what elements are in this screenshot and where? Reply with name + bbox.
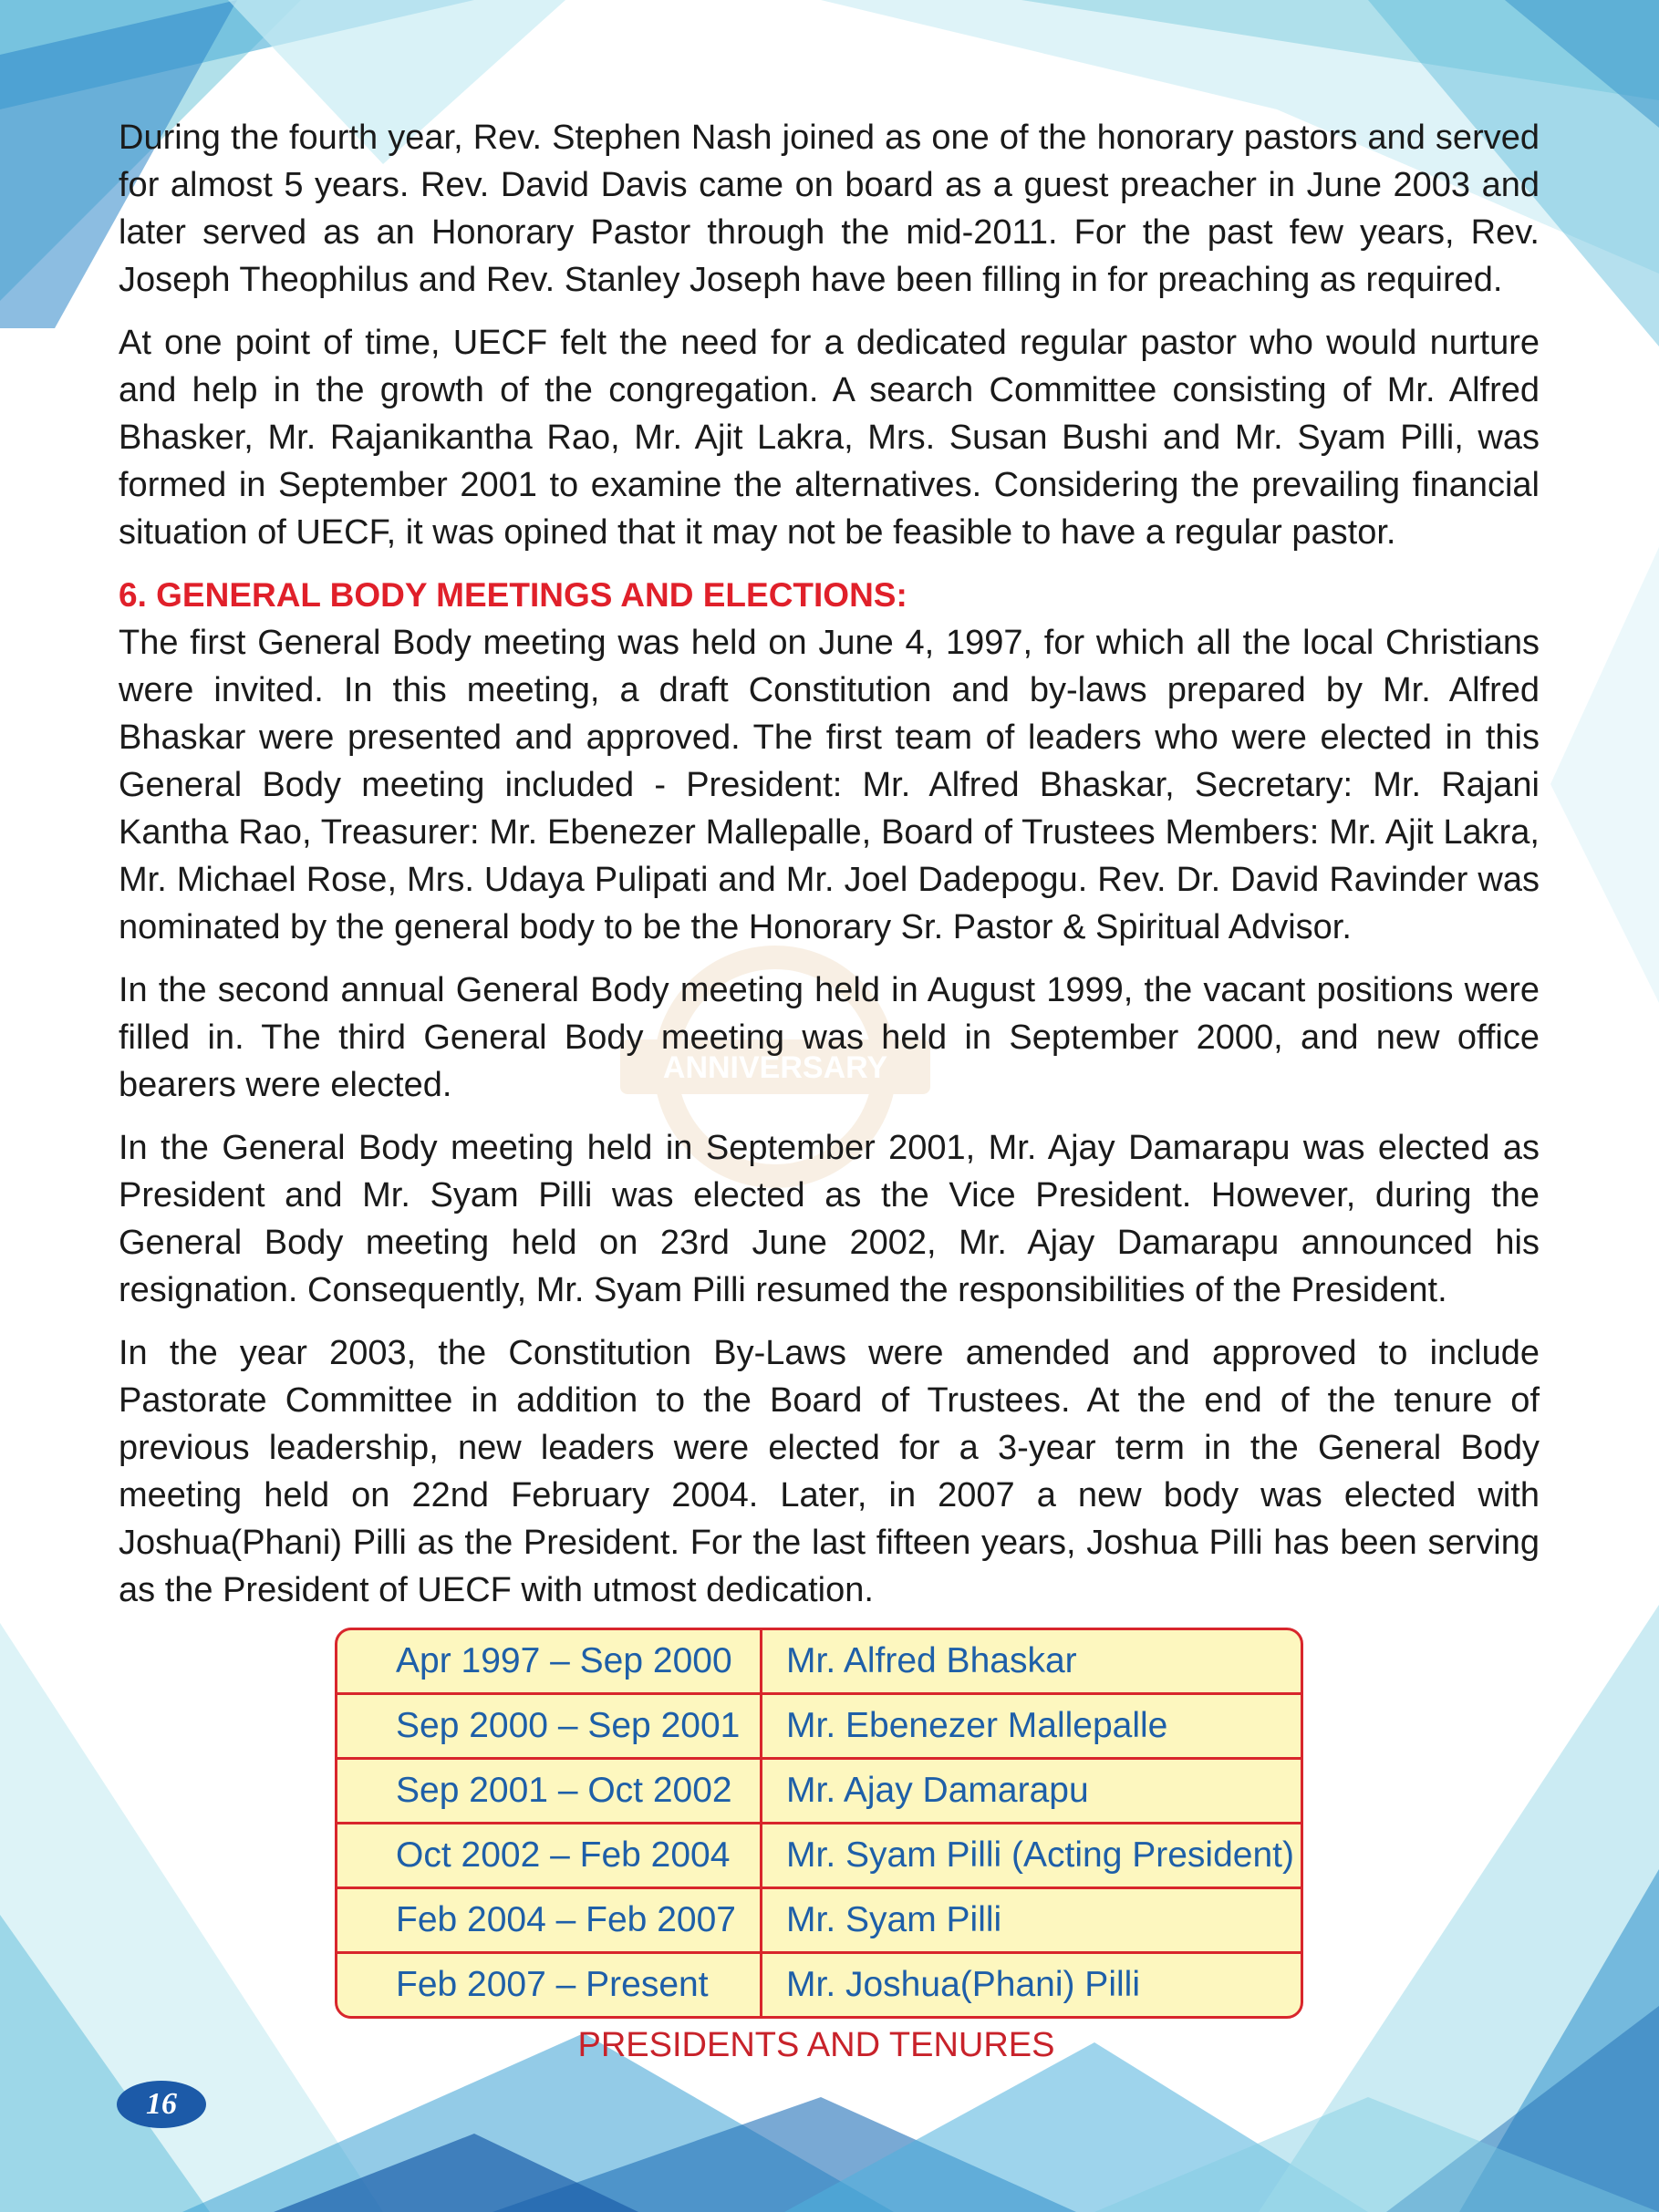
section-heading: 6. GENERAL BODY MEETINGS AND ELECTIONS: <box>119 576 907 614</box>
tenure-period: Feb 2004 – Feb 2007 <box>337 1889 762 1951</box>
table-caption: PRESIDENTS AND TENURES <box>577 2026 1055 2064</box>
table-row <box>337 1886 1301 1951</box>
president-name: Mr. Ebenezer Mallepalle <box>786 1706 1168 1745</box>
tenure-period: Sep 2001 – Oct 2002 <box>337 1760 762 1822</box>
watermark-text: ANNIVERSARY <box>662 1050 888 1085</box>
page-body <box>119 114 1540 1629</box>
table-row <box>337 1757 1301 1822</box>
table-row <box>337 1692 1301 1757</box>
presidents-table <box>335 1628 1303 2019</box>
table-row <box>337 1951 1301 2016</box>
tenure-period: Feb 2007 – Present <box>337 1954 762 2016</box>
paragraph-search-committee: At one point of time, UECF felt the need for a dedicated regular pastor who would nurture and help in the growth of the congregation. A search Committee consisting of Mr. Alfred Bhasker, Mr. Rajanikantha Rao, Mr. Ajit Lakra, Mrs. Susan Bushi and Mr. Syam Pilli, was formed in September 2001 to examine the alternatives. Considering the prevailing financial situation of UECF, it was opined that it may not be feasible to have a regular pastor. <box>119 324 1540 552</box>
paragraph-second-meeting: In the second annual General Body meeting held in August 1999, the vacant positions were filled in. The third General Body meeting was held in September 2000, and new office bearers were elected. <box>119 971 1540 1104</box>
tenure-period: Apr 1997 – Sep 2000 <box>337 1630 762 1692</box>
tenure-period: Sep 2000 – Sep 2001 <box>337 1695 762 1757</box>
paragraph-2003-amendment: In the year 2003, the Constitution By-Laws were amended and approved to include Pastorate Committee in addition to the Board of Trustees. At the end of the tenure of previous leadership, new leaders were elected for a 3-year term in the General Body meeting held on 22nd February 2004. Later, in 2007 a new body was elected with Joshua(Phani) Pilli as the President. For the last fifteen years, Joshua Pilli has been serving as the President of UECF with utmost dedication. <box>119 1334 1540 1609</box>
president-name: Mr. Syam Pilli <box>786 1900 1002 1939</box>
paragraph-first-meeting: The first General Body meeting was held on June 4, 1997, for which all the local Christians were invited. In this meeting, a draft Constitution and by-laws prepared by Mr. Alfred Bhaskar were presented and approved. The first team of leaders who were elected in this General Body meeting included - President: Mr. Alfred Bhaskar, Secretary: Mr. Rajani Kantha Rao, Treasurer: Mr. Ebenezer Mallepalle, Board of Trustees Members: Mr. Ajit Lakra, Mr. Michael Rose, Mrs. Udaya Pulipati and Mr. Joel Dadepogu. Rev. Dr. David Ravinder was nominated by the general body to be the Honorary Sr. Pastor & Spiritual Advisor. <box>119 624 1540 946</box>
paragraph-2001-meeting: In the General Body meeting held in September 2001, Mr. Ajay Damarapu was elected as President and Mr. Syam Pilli was elected as the Vice President. However, during the General Body meeting held on 23rd June 2002, Mr. Ajay Damarapu announced his resignation. Consequently, Mr. Syam Pilli resumed the responsibilities of the President. <box>119 1129 1540 1309</box>
president-name: Mr. Ajay Damarapu <box>786 1771 1089 1810</box>
table-row <box>337 1822 1301 1886</box>
president-name: Mr. Syam Pilli (Acting President) <box>786 1835 1294 1875</box>
paragraph-pastors: During the fourth year, Rev. Stephen Nash joined as one of the honorary pastors and served for almost 5 years. Rev. David Davis came on board as a guest preacher in June 2003 and later served as an Honorary Pastor through the mid-2011. For the past few years, Rev. Joseph Theophilus and Rev. Stanley Joseph have been filling in for preaching as required. <box>119 119 1540 299</box>
president-name: Mr. Alfred Bhaskar <box>786 1641 1077 1680</box>
tenure-period: Oct 2002 – Feb 2004 <box>337 1824 762 1886</box>
page-number: 16 <box>117 2081 206 2128</box>
president-name: Mr. Joshua(Phani) Pilli <box>786 1965 1140 2004</box>
table-row <box>337 1630 1301 1692</box>
